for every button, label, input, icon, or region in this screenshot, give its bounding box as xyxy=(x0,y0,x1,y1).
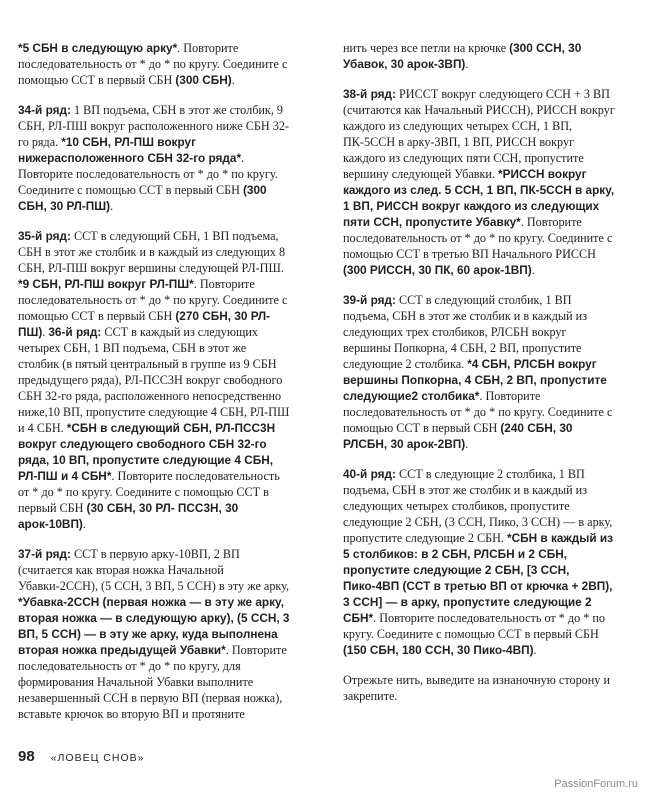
text: ССТ в первую арку-10ВП, 2 ВП (считается как вторая ножка Начальной Убавки-2ССН), (5 ССН, 3 ВП, 5 ССН) в эту же арку, xyxy=(18,547,290,593)
text: . Повторите последовательность от * до * по кругу. Соедините с помощью ССТ в третью ВП Начального РИССН xyxy=(343,215,613,261)
book-title: «ЛОВЕЦ СНОВ» xyxy=(50,752,145,764)
bold-text: (300 СБН, 30 РЛ-ПШ) xyxy=(18,183,267,213)
bold-text: (300 ССН, 30 Убавок, 30 арок-3ВП) xyxy=(343,41,582,71)
text: РИССТ вокруг следующего ССН + 3 ВП (считаются как Начальный РИССН), РИССН вокруг каждого из следующих четырех ССН, 1 ВП, ПК-5ССН в арку-3ВП, 1 ВП, РИССН вокруг каждого из следующих пяти ССН, пропустите вершину следующей Убавки. xyxy=(343,87,615,181)
text: . Повторите последовательность от * до * по кругу. Соедините с помощью ССТ в первый СБН xyxy=(343,389,613,435)
paragraph xyxy=(18,102,290,214)
bold-text: 40-й ряд: xyxy=(343,467,396,481)
paragraph xyxy=(343,466,615,658)
text: . xyxy=(465,437,469,451)
text: ССТ в следующие 2 столбика, 1 ВП подъема, СБН в этот же столбик и в каждый из следующих четырех столбиков, пропустите следующие 2 СБН, (3 ССН, Пико, 3 ССН) — в арку, пропустите следующие 2 СБН. xyxy=(343,467,613,545)
page-number: 98 xyxy=(18,748,35,765)
bold-text: 34-й ряд: xyxy=(18,103,71,117)
text: . Повторите последовательность от * до * по кругу. Соедините с помощью ССТ в первый СБН xyxy=(343,611,606,641)
bold-text: (300 СБН) xyxy=(175,73,232,87)
text: . Повторите последовательность от * до * по кругу. Соедините с помощью ССТ в первый СБН xyxy=(18,151,278,197)
text: 1 ВП подъема, СБН в этот же столбик, 9 СБН, РЛ-ПШ вокруг расположенного ниже СБН 32-го ряда. xyxy=(18,103,289,149)
paragraph xyxy=(343,672,615,704)
text: нить через все петли на крючке xyxy=(343,41,510,55)
text: . xyxy=(533,643,537,657)
text: . Повторите последовательность от * до * по кругу. Соедините с помощью ССТ в первый СБН xyxy=(18,41,288,87)
watermark: PassionForum.ru xyxy=(554,778,638,790)
text: Отрежьте нить, выведите на изнаночную сторону и закрепите. xyxy=(343,673,610,703)
text: . xyxy=(42,325,49,339)
bold-text: *Убавка-2ССН (первая ножка — в эту же арку, вторая ножка — в следующую арку), (5 ССН, 3 ВП, 5 ССН) — в эту же арку, куда выполнена вторая ножка предыдущей Убавки* xyxy=(18,595,290,657)
paragraph xyxy=(343,40,615,72)
paragraph xyxy=(343,86,615,278)
text: . xyxy=(110,199,114,213)
text: . Повторите последовательность от * до * по кругу. Соедините с помощью ССТ в первый СБН xyxy=(18,277,288,323)
paragraph xyxy=(18,546,290,722)
bold-text: *СБН в следующий СБН, РЛ-ПСС3Н вокруг следующего свободного СБН 32-го ряда, 10 ВП, пропустите следующие 4 СБН, РЛ-ПШ и 4 СБН* xyxy=(18,421,276,483)
bold-text: 36-й ряд: xyxy=(48,325,102,339)
bold-text: 39-й ряд: xyxy=(343,293,396,307)
bold-text: *9 СБН, РЛ-ПШ вокруг РЛ-ПШ* xyxy=(18,277,194,291)
bold-text: (150 СБН, 180 ССН, 30 Пико-4ВП) xyxy=(343,643,534,657)
page-footer xyxy=(18,748,144,765)
text: . xyxy=(231,73,235,87)
bold-text: *СБН в каждый из 5 столбиков: в 2 СБН, РЛСБН и 2 СБН, пропустите следующие 2 СБН, [3 ССН, Пико-4ВП (ССТ в третью ВП от крючка + 2ВП), 3 ССН] — в арку, пропустите следующие 2 СБН* xyxy=(343,531,613,625)
text: . Повторите последовательность от * до * по кругу. Соедините с помощью ССТ в первый СБН xyxy=(18,469,280,515)
paragraph xyxy=(343,292,615,452)
bold-text: (270 СБН, 30 РЛ-ПШ) xyxy=(18,309,271,339)
bold-text: *10 СБН, РЛ-ПШ вокруг нижерасположенного СБН 32-го ряда* xyxy=(18,135,242,165)
bold-text: (240 СБН, 30 РЛСБН, 30 арок-2ВП) xyxy=(343,421,573,451)
bold-text: (30 СБН, 30 РЛ- ПСС3Н, 30 арок-10ВП) xyxy=(18,501,239,531)
text: . xyxy=(465,57,469,71)
paragraph xyxy=(18,40,290,88)
text: ССТ в следующий СБН, 1 ВП подъема, СБН в этот же столбик и в каждый из следующих 8 СБН, РЛ-ПШ вокруг вершины следующей РЛ-ПШ. xyxy=(18,229,286,275)
paragraph xyxy=(18,228,290,532)
bold-text: *4 СБН, РЛСБН вокруг вершины Попкорна, 4 СБН, 2 ВП, пропустите следующие2 столбика* xyxy=(343,357,607,403)
bold-text: 37-й ряд: xyxy=(18,547,71,561)
text: . xyxy=(531,263,535,277)
text: ССТ в следующий столбик, 1 ВП подъема, СБН в этот же столбик и в каждый из следующих трех столбиков, РЛСБН вокруг вершины Попкорна, 4 СБН, 2 ВП, пропустите следующие 2 столбика. xyxy=(343,293,588,371)
bold-text: (300 РИССН, 30 ПК, 60 арок-1ВП) xyxy=(343,263,532,277)
bold-text: *РИССН вокруг каждого из след. 5 ССН, 1 ВП, ПК-5ССН в арку, 1 ВП, РИССН вокруг каждого из следующих пяти ССН, пропустите Убавку* xyxy=(343,167,615,229)
text: . xyxy=(82,517,86,531)
left-column xyxy=(18,40,290,736)
bold-text: 38-й ряд: xyxy=(343,87,396,101)
right-column xyxy=(343,40,615,718)
text: ССТ в каждый из следующих четырех СБН, 1 ВП подъема, СБН в этот же столбик (в пятый центральный в группе из 9 СБН предыдущего ряда), РЛ-ПСС3Н вокруг свободного СБН 32-го ряда, расположенного непосредственно ниже,10 ВП, пропустите следующие 4 СБН, РЛ-ПШ и 4 СБН. xyxy=(18,325,290,435)
text: . Повторите последовательность от * до * по кругу, для формирования Начальной Убавки выполните незавершенный ССН в первую ВП (первая ножка), вставьте крючок во вторую ВП и протяните xyxy=(18,643,287,721)
bold-text: *5 СБН в следующую арку* xyxy=(18,41,178,55)
bold-text: 35-й ряд: xyxy=(18,229,71,243)
